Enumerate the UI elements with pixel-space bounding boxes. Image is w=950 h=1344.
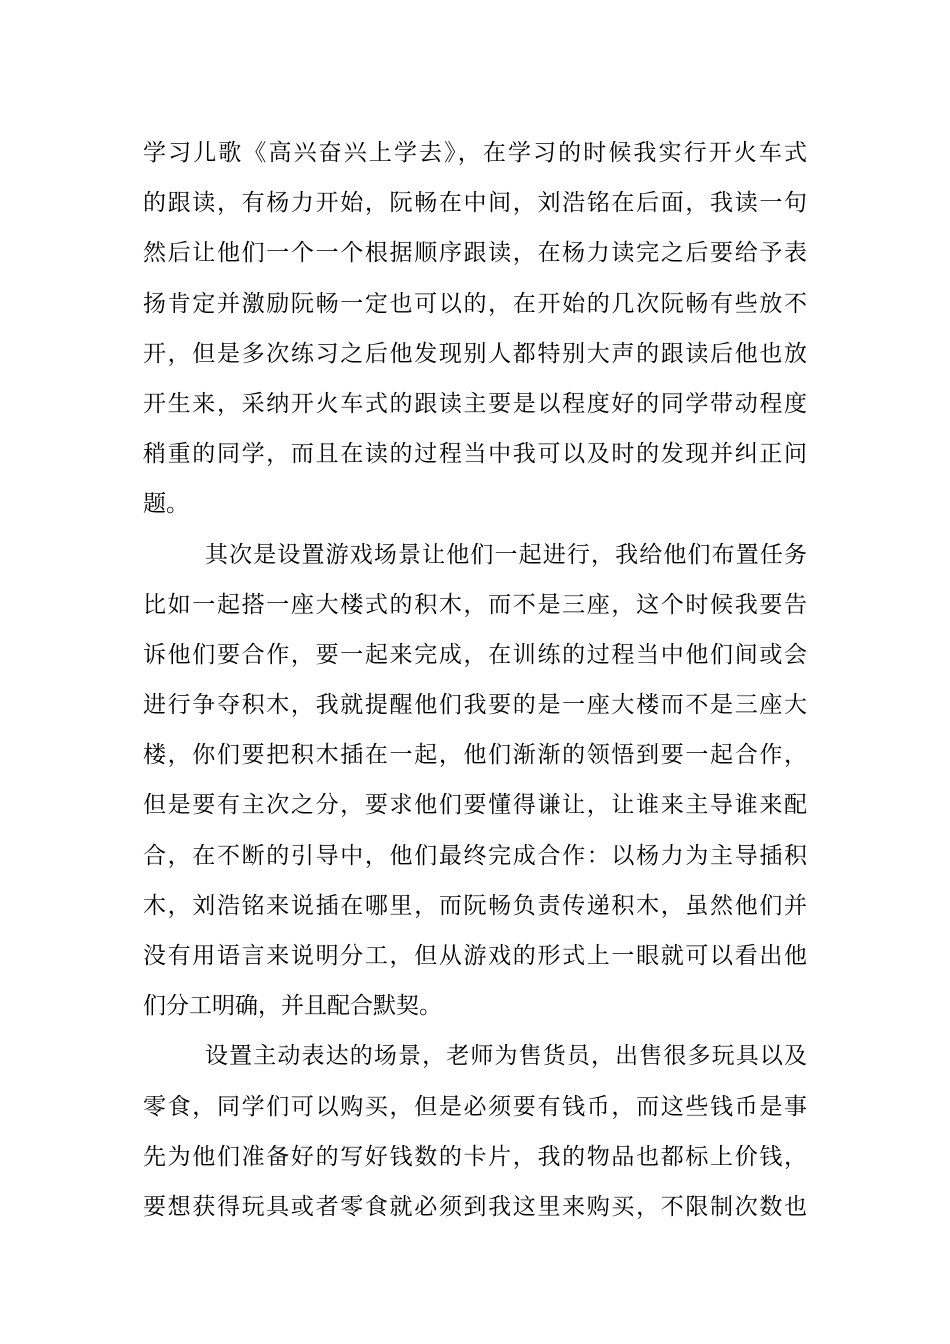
text-line: 没有用语言来说明分工，但从游戏的形式上一眼就可以看出他 <box>143 943 807 969</box>
text-line: 合，在不断的引导中，他们最终完成合作：以杨力为主导插积 <box>143 842 807 869</box>
text-line: 扬肯定并激励阮畅一定也可以的，在开始的几次阮畅有些放不 <box>143 290 807 317</box>
text-line: 开，但是多次练习之后他发现别人都特别大声的跟读后他也放 <box>143 340 807 367</box>
text-line: 稍重的同学，而且在读的过程当中我可以及时的发现并纠正问 <box>143 441 807 468</box>
text-line: 学习儿歌《高兴奋兴上学去》，在学习的时候我实行开火车式 <box>143 140 807 166</box>
text-line: 开生来，采纳开火车式的跟读主要是以程度好的同学带动程度 <box>143 390 807 417</box>
text-line: 题。 <box>143 491 189 518</box>
text-line: 比如一起搭一座大楼式的积木，而不是三座，这个时候我要告 <box>143 591 807 618</box>
text-line: 其次是设置游戏场景让他们一起进行，我给他们布置任务 <box>205 541 807 568</box>
text-line: 要想获得玩具或者零食就必须到我这里来购买，不限制次数也 <box>143 1193 807 1220</box>
text-line: 的跟读，有杨力开始，阮畅在中间，刘浩铭在后面，我读一句 <box>143 190 807 217</box>
text-line: 设置主动表达的场景，老师为售货员，出售很多玩具以及 <box>205 1043 807 1070</box>
text-line: 诉他们要合作，要一起来完成，在训练的过程当中他们间或会 <box>143 641 807 668</box>
text-line: 然后让他们一个一个根据顺序跟读，在杨力读完之后要给予表 <box>143 240 807 267</box>
text-line: 先为他们准备好的写好钱数的卡片，我的物品也都标上价钱， <box>143 1143 807 1170</box>
text-line: 但是要有主次之分，要求他们要懂得谦让，让谁来主导谁来配 <box>143 792 807 819</box>
text-line: 零食，同学们可以购买，但是必须要有钱币，而这些钱币是事 <box>143 1093 807 1120</box>
text-line: 木，刘浩铭来说插在哪里，而阮畅负责传递积木，虽然他们并 <box>143 892 807 919</box>
text-line: 进行争夺积木，我就提醒他们我要的是一座大楼而不是三座大 <box>143 692 807 719</box>
text-line: 楼，你们要把积木插在一起，他们渐渐的领悟到要一起合作， <box>143 742 807 769</box>
body-text <box>143 128 807 1232</box>
text-line: 们分工明确，并且配合默契。 <box>143 993 442 1020</box>
